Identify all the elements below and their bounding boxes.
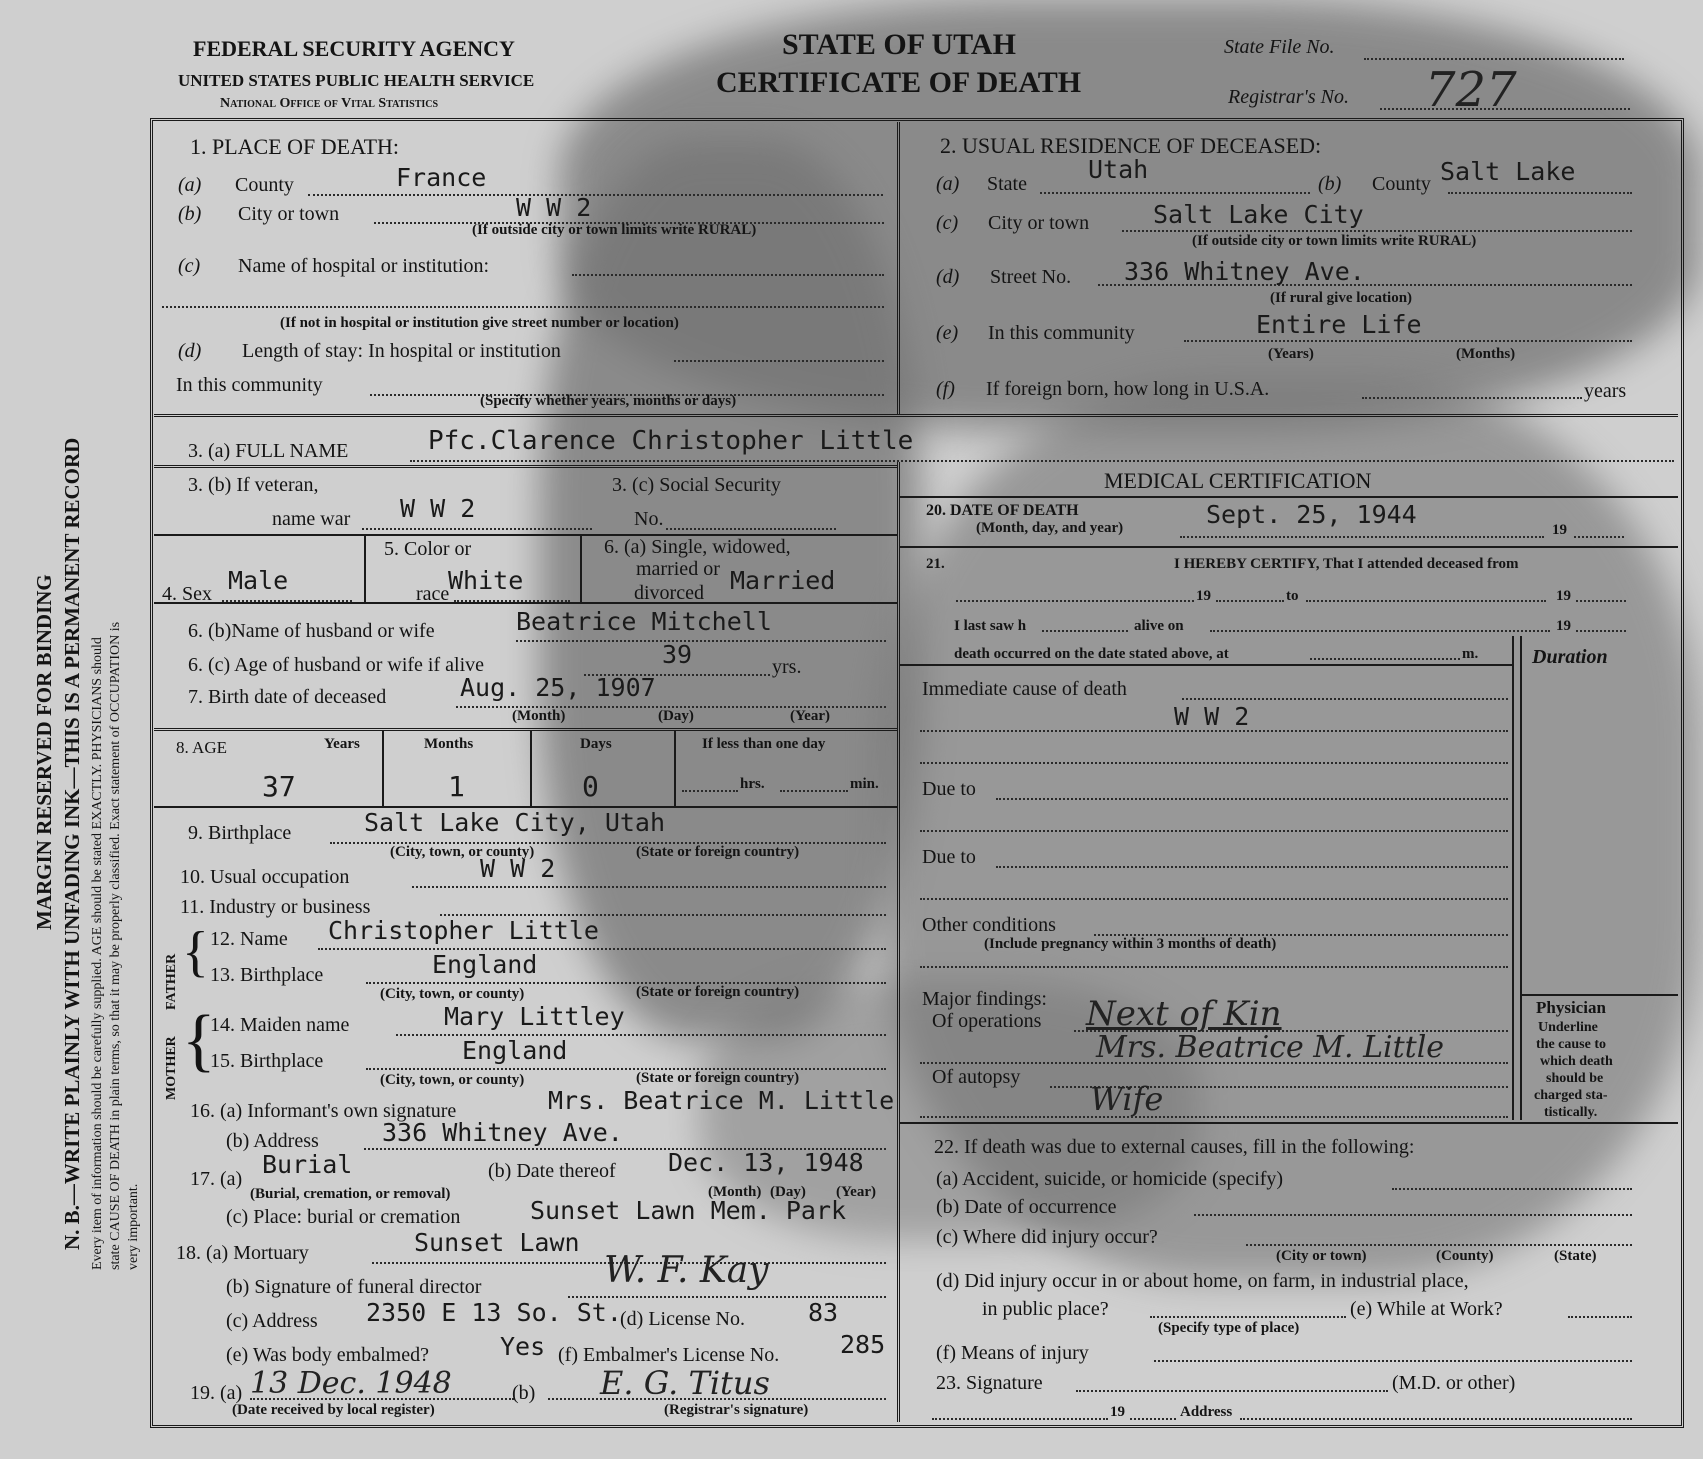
burial-place-value: Sunset Lawn Mem. Park	[530, 1196, 847, 1225]
external-d-label: (d) Did injury occur in or about home, on farm, in industrial place,	[936, 1270, 1469, 1292]
father-name-label: 12. Name	[210, 928, 288, 950]
date-of-death-value: Sept. 25, 1944	[1206, 500, 1417, 529]
res-years-note: (Years)	[1268, 346, 1314, 362]
burial-place-label: (c) Place: burial or cremation	[226, 1206, 461, 1228]
external-c-label: (c) Where did injury occur?	[936, 1226, 1158, 1248]
informant-address-value: 336 Whitney Ave.	[382, 1118, 623, 1147]
birthplace-note-2: (State or foreign country)	[636, 844, 800, 860]
mother-maiden-value: Mary Littley	[444, 1002, 625, 1031]
color-race-label: 5. Color or	[384, 538, 472, 560]
physician-text-1: Underline	[1538, 1020, 1598, 1035]
license-value: 83	[808, 1298, 839, 1327]
instruction-line-1: Every item of information should be carefully supplied. AGE should be stated EXACTLY. PHYSICIANS should	[90, 637, 105, 1270]
place-c-label: (c)	[178, 255, 201, 277]
marital-value: Married	[730, 566, 836, 595]
father-name-value: Christopher Little	[328, 916, 599, 945]
due-to-label-2: Due to	[922, 846, 976, 868]
external-f-label: (f) Means of injury	[936, 1342, 1089, 1364]
dod-nineteen: 19	[1552, 522, 1567, 538]
spouse-name-value: Beatrice Mitchell	[516, 607, 772, 636]
certify-nineteen-2: 19	[1556, 588, 1571, 604]
birth-day-note: (Day)	[658, 708, 694, 724]
certificate-title: CERTIFICATE OF DEATH	[716, 66, 1082, 99]
occupation-value: W W 2	[480, 854, 556, 883]
death-county-label: County	[235, 174, 294, 196]
external-a-label: (a) Accident, suicide, or homicide (specify)	[936, 1168, 1284, 1190]
age-days-value: 0	[582, 770, 599, 803]
occupation-label: 10. Usual occupation	[180, 866, 350, 888]
full-name-label: 3. (a) FULL NAME	[188, 440, 349, 462]
place-b-label: (b)	[178, 203, 202, 225]
death-city-note: (If outside city or town limits write RURAL)	[472, 222, 757, 238]
spouse-handwritten-name: Mrs. Beatrice M. Little	[1096, 1030, 1445, 1065]
race-label: race	[416, 583, 450, 605]
office-name: National Office of Vital Statistics	[220, 96, 439, 111]
immediate-cause-label: Immediate cause of death	[922, 678, 1127, 700]
filed-b-label: (b)	[512, 1382, 536, 1404]
burial-date-label: (b) Date thereof	[488, 1160, 616, 1182]
social-security-no: No.	[634, 508, 664, 530]
spouse-age-label: 6. (c) Age of husband or wife if alive	[188, 654, 485, 676]
marital-label-3: divorced	[634, 582, 704, 604]
filed-note-1: (Date received by local register)	[232, 1402, 435, 1418]
burial-day-note: (Day)	[770, 1184, 806, 1200]
date-of-death-label: 20. DATE OF DEATH	[926, 502, 1079, 519]
res-b-label: (b)	[1318, 173, 1342, 195]
mother-bp-note-2: (State or foreign country)	[636, 1070, 800, 1086]
death-city-value: W W 2	[516, 193, 592, 222]
res-city-note: (If outside city or town limits write RURAL)	[1192, 233, 1477, 249]
signature-address-label: Address	[1180, 1404, 1233, 1420]
filed-date-value: 13 Dec. 1948	[250, 1366, 452, 1401]
physician-text-6: tistically.	[1544, 1105, 1598, 1120]
race-value: White	[448, 566, 524, 595]
length-of-stay-label: Length of stay: In hospital or institution	[242, 340, 561, 362]
place-a-label: (a)	[178, 174, 202, 196]
death-city-label: City or town	[238, 203, 340, 225]
informant-label: 16. (a) Informant's own signature	[190, 1100, 457, 1122]
mortuary-address-label: (c) Address	[226, 1310, 318, 1332]
res-street-value: 336 Whitney Ave.	[1124, 257, 1365, 286]
date-of-death-sub: (Month, day, and year)	[976, 520, 1124, 536]
father-side-label: FATHER	[164, 953, 179, 1010]
registrar-number: 727	[1425, 62, 1517, 118]
instruction-line-3: very important.	[126, 1183, 141, 1270]
registrar-label: Registrar's No.	[1228, 86, 1349, 108]
foreign-born-label: If foreign born, how long in U.S.A.	[986, 378, 1270, 400]
embalmer-license-label: (f) Embalmer's License No.	[558, 1344, 780, 1366]
spouse-age-value: 39	[662, 640, 693, 669]
res-f-label: (f)	[936, 378, 955, 400]
informant-value: Mrs. Beatrice M. Little	[548, 1086, 895, 1115]
sex-value: Male	[228, 566, 289, 595]
mother-side-label: MOTHER	[164, 1036, 179, 1100]
res-d-label: (d)	[936, 266, 960, 288]
physician-text-3: which death	[1540, 1054, 1613, 1069]
alive-on-label: alive on	[1134, 618, 1184, 634]
autopsy-label: Of autopsy	[932, 1066, 1021, 1088]
funeral-director-label: (b) Signature of funeral director	[226, 1276, 482, 1298]
embalmer-license-value: 285	[840, 1330, 886, 1359]
alive-nineteen: 19	[1556, 618, 1571, 634]
sex-label: 4. Sex	[162, 583, 212, 605]
filed-note-2: (Registrar's signature)	[664, 1402, 809, 1418]
last-saw-label: I last saw h	[954, 618, 1027, 634]
burial-note: (Burial, cremation, or removal)	[250, 1186, 451, 1202]
operations-label: Of operations	[932, 1010, 1042, 1032]
registrar-signature: E. G. Titus	[600, 1364, 770, 1402]
occurred-label: death occurred on the date stated above, at	[954, 646, 1229, 662]
spouse-name-label: 6. (b)Name of husband or wife	[188, 620, 435, 642]
mortuary-label: 18. (a) Mortuary	[176, 1242, 309, 1264]
minutes-label: min.	[850, 776, 879, 792]
mother-birthplace-label: 15. Birthplace	[210, 1050, 324, 1072]
industry-label: 11. Industry or business	[180, 896, 371, 918]
physician-text-2: the cause to	[1536, 1037, 1606, 1052]
immediate-cause-value: W W 2	[1174, 702, 1250, 731]
father-birthplace-value: England	[432, 950, 538, 979]
place-of-death-title: 1. PLACE OF DEATH:	[190, 134, 400, 159]
social-security-label: 3. (c) Social Security	[612, 474, 781, 496]
mother-brace-icon: {	[182, 1002, 216, 1079]
father-brace-icon: {	[182, 921, 209, 983]
informant-address-label: (b) Address	[226, 1130, 319, 1152]
signature-suffix: (M.D. or other)	[1392, 1372, 1516, 1394]
external-c-note-1: (City or town)	[1276, 1248, 1367, 1264]
birthplace-value: Salt Lake City, Utah	[364, 808, 666, 837]
res-city-label: City or town	[988, 212, 1090, 234]
res-city-value: Salt Lake City	[1153, 200, 1364, 229]
external-title: 22. If death was due to external causes, fill in the following:	[934, 1136, 1415, 1158]
father-birthplace-label: 13. Birthplace	[210, 964, 324, 986]
nb-instruction: N. B.—WRITE PLAINLY WITH UNFADING INK—THIS IS A PERMANENT RECORD	[60, 437, 84, 1250]
external-d-label-2: in public place?	[982, 1298, 1109, 1320]
signature-nineteen: 19	[1110, 1404, 1125, 1420]
res-community-value: Entire Life	[1256, 310, 1422, 339]
hours-label: hrs.	[740, 776, 765, 792]
res-street-note: (If rural give location)	[1270, 290, 1413, 306]
birth-year-note: (Year)	[790, 708, 830, 724]
external-c-note-3: (State)	[1554, 1248, 1597, 1264]
mother-bp-note-1: (City, town, or county)	[380, 1072, 525, 1088]
certify-to: to	[1286, 588, 1299, 604]
instruction-line-2: state CAUSE OF DEATH in plain terms, so that it may be properly classified. Exact statement of OCCUPATION is	[108, 621, 123, 1270]
other-conditions-label: Other conditions	[922, 914, 1056, 936]
veteran-war-value: W W 2	[400, 494, 476, 523]
medical-title: MEDICAL CERTIFICATION	[1104, 468, 1372, 493]
external-d-note: (Specify type of place)	[1158, 1320, 1300, 1336]
signature-label: 23. Signature	[936, 1372, 1043, 1394]
birthplace-label: 9. Birthplace	[188, 822, 292, 844]
mortuary-value: Sunset Lawn	[414, 1228, 580, 1257]
embalmed-label: (e) Was body embalmed?	[226, 1344, 429, 1366]
place-d-label: (d)	[178, 340, 202, 362]
other-conditions-note: (Include pregnancy within 3 months of death)	[984, 936, 1277, 952]
agency-name: FEDERAL SECURITY AGENCY	[193, 36, 515, 61]
res-state-label: State	[987, 173, 1027, 195]
next-of-kin-note: Next of Kin	[1086, 994, 1282, 1034]
less-than-day-label: If less than one day	[702, 736, 826, 752]
hospital-label: Name of hospital or institution:	[238, 255, 490, 277]
age-years-label: Years	[324, 736, 360, 752]
marital-label-2: married or	[636, 558, 720, 580]
state-title: STATE OF UTAH	[782, 28, 1016, 61]
age-months-label: Months	[424, 736, 474, 752]
res-county-label: County	[1372, 173, 1431, 195]
burial-year-note: (Year)	[836, 1184, 876, 1200]
birth-month-note: (Month)	[512, 708, 566, 724]
service-name: UNITED STATES PUBLIC HEALTH SERVICE	[178, 71, 535, 90]
res-months-note: (Months)	[1456, 346, 1516, 362]
burial-value: Burial	[262, 1150, 353, 1179]
marital-label: 6. (a) Single, widowed,	[604, 536, 791, 558]
hospital-note: (If not in hospital or institution give street number or location)	[280, 315, 679, 331]
physician-text-5: charged sta-	[1534, 1088, 1608, 1103]
res-street-label: Street No.	[990, 266, 1072, 288]
death-community-note: (Specify whether years, months or days)	[480, 393, 737, 409]
age-years-value: 37	[262, 770, 296, 803]
res-c-label: (c)	[936, 212, 959, 234]
occurred-m: m.	[1462, 646, 1479, 662]
state-file-label: State File No.	[1224, 36, 1335, 58]
wife-handwritten-note: Wife	[1090, 1080, 1164, 1118]
res-state-value: Utah	[1088, 155, 1149, 184]
birth-date-label: 7. Birth date of deceased	[188, 686, 387, 708]
mortuary-address-value: 2350 E 13 So. St.	[366, 1298, 622, 1327]
burial-date-value: Dec. 13, 1948	[668, 1148, 864, 1177]
filed-label: 19. (a)	[190, 1382, 243, 1404]
external-e-label: (e) While at Work?	[1350, 1298, 1503, 1320]
physician-box-title: Physician	[1536, 998, 1606, 1017]
birth-date-value: Aug. 25, 1907	[460, 673, 656, 702]
father-bp-note-2: (State or foreign country)	[636, 984, 800, 1000]
birthplace-note-1: (City, town, or county)	[390, 844, 535, 860]
death-county-value: France	[396, 163, 487, 192]
external-c-note-2: (County)	[1436, 1248, 1494, 1264]
residence-title: 2. USUAL RESIDENCE OF DECEASED:	[940, 133, 1322, 158]
physician-text-4: should be	[1546, 1071, 1604, 1086]
res-a-label: (a)	[936, 173, 960, 195]
major-findings-label: Major findings:	[922, 988, 1047, 1010]
duration-label: Duration	[1532, 646, 1608, 668]
age-days-label: Days	[580, 736, 612, 752]
full-name-value: Pfc.Clarence Christopher Little	[428, 426, 914, 456]
embalmed-value: Yes	[500, 1332, 546, 1361]
veteran-label: 3. (b) If veteran,	[188, 474, 319, 496]
father-bp-note-1: (City, town, or county)	[380, 986, 525, 1002]
name-war-label: name war	[272, 508, 351, 530]
external-b-label: (b) Date of occurrence	[936, 1196, 1117, 1218]
due-to-label-1: Due to	[922, 778, 976, 800]
mother-maiden-label: 14. Maiden name	[210, 1014, 350, 1036]
certify-number: 21.	[926, 556, 945, 572]
certify-nineteen-1: 19	[1196, 588, 1211, 604]
burial-a-label: 17. (a)	[190, 1168, 243, 1190]
mother-birthplace-value: England	[462, 1036, 568, 1065]
age-label: 8. AGE	[176, 738, 227, 757]
binding-margin-text: MARGIN RESERVED FOR BINDING	[32, 574, 56, 930]
burial-month-note: (Month)	[708, 1184, 762, 1200]
res-county-value: Salt Lake	[1440, 157, 1576, 186]
res-community-label: In this community	[988, 322, 1135, 344]
foreign-years-suffix: years	[1584, 380, 1627, 402]
spouse-age-suffix: yrs.	[772, 656, 802, 678]
age-months-value: 1	[448, 770, 465, 803]
license-label: (d) License No.	[620, 1308, 745, 1330]
certify-text: I HEREBY CERTIFY, That I attended deceased from	[1174, 556, 1519, 572]
death-community-label: In this community	[176, 374, 323, 396]
res-e-label: (e)	[936, 322, 959, 344]
funeral-director-signature: W. F. Kay	[604, 1250, 769, 1291]
